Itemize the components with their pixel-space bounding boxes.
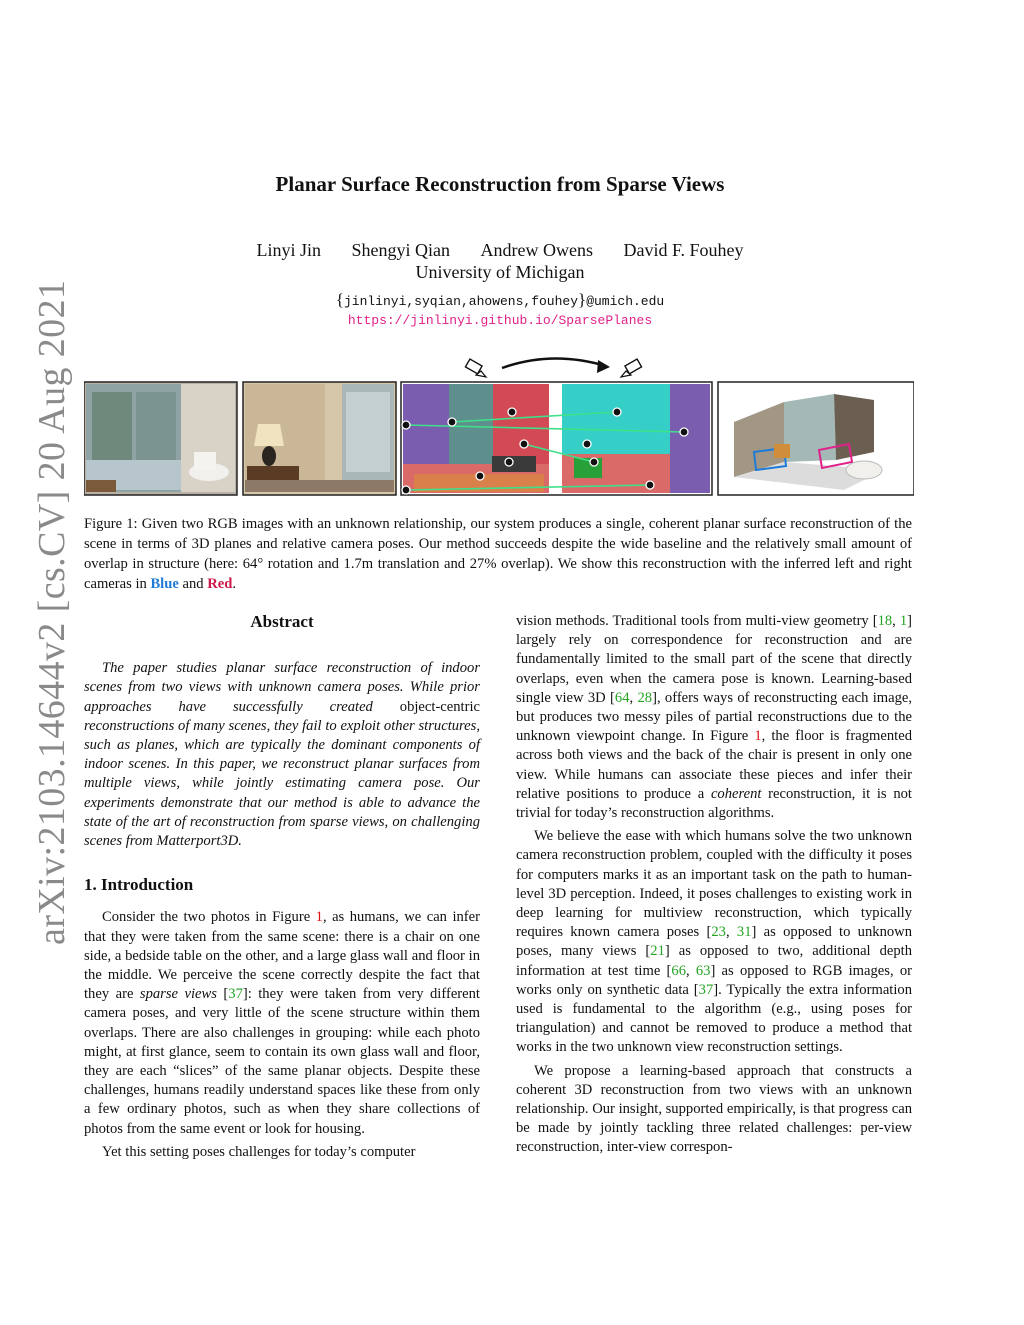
caption-red-label: Red	[207, 576, 233, 592]
text-run: , the floor is fragmented across both views and the back of the chair is present in only one view. While humans can associate these pieces and infer their relative positions to produce a	[516, 728, 912, 802]
citation-link[interactable]: 18	[877, 613, 893, 629]
author-list	[0, 240, 1000, 261]
teaser-figure	[84, 352, 914, 498]
abstract-text	[84, 659, 480, 851]
text-run: ] as opposed to unknown poses, many views [	[516, 924, 913, 960]
author-emails	[0, 290, 1000, 310]
caption-text: .	[232, 576, 237, 592]
3d-reconstruction-panel	[718, 382, 914, 495]
citation-link[interactable]: 66	[671, 962, 686, 979]
text-run: ] as opposed to two, additional depth information at test time [	[516, 943, 912, 979]
text-run: ]: they were taken from very different camera poses, and very little of the scene structure within them overlaps. There are also challenges in grouping: while each photo might, at first glance, seem to contain its own glass wall and floor, they are each “slices” of the same planar objects. Despite these challenges, humans readily understand spaces like these from only a few ordinary photos, such as when they share collections of photos from the same event or look for housing.	[84, 986, 480, 1137]
camera-icon	[465, 359, 486, 377]
affiliation: University of Michigan	[415, 262, 585, 282]
citation-link[interactable]: 23	[711, 924, 726, 941]
citation-link[interactable]: 64	[614, 689, 630, 706]
arxiv-identifier: arXiv:2103.14644v2 [cs.CV] 20 Aug 2021	[31, 279, 73, 945]
abstract-text-part: reconstructions of many scenes, they fail to exploit other structures, such as planes, which are typically the dominant components of indoor scenes. In this paper, we reconstruct planar surfaces from multiple views, while jointly estimating camera pose. Our experiments demonstrate that our method is able to advance the state of the art of reconstruction from sparse views, on challenging scenes from Matterport3D.	[84, 717, 480, 850]
section-heading: 1. Introduction	[84, 875, 194, 895]
left-column	[84, 612, 480, 1166]
body-paragraph	[516, 612, 912, 823]
citation-link[interactable]: 28	[637, 689, 653, 706]
citation-link[interactable]: 31	[736, 924, 752, 941]
abstract-heading: Abstract	[250, 612, 314, 631]
caption-text: and	[178, 576, 208, 592]
author-name: David F. Fouhey	[623, 240, 744, 260]
body-paragraph: We propose a learning-based approach that constructs a coherent 3D reconstruction from two views with an unknown relationship. Our insight, supported empirically, is that progress can be made by jointly tackling three related challenges: per-view reconstruction, inter-view correspon-	[516, 1062, 912, 1156]
figure-caption	[84, 514, 912, 594]
text-run: ]. Typically the extra information used is fundamental to the algorithm (e.g., using poses for triangulation) and cannot be removed to produce a method that works in the two unknown view reconstruction settings.	[516, 981, 912, 1056]
citation-link[interactable]: 63	[695, 962, 711, 979]
author-name: Andrew Owens	[480, 240, 593, 260]
abstract-text-part: object-centric	[399, 698, 480, 715]
email-domain: @umich.edu	[586, 294, 665, 309]
citation-link[interactable]: 21	[650, 943, 665, 960]
text-run: ,	[725, 924, 737, 941]
author-name: Linyi Jin	[256, 240, 321, 260]
text-run: coherent	[710, 785, 762, 802]
email-names: jinlinyi,syqian,ahowens,fouhey	[343, 294, 579, 309]
caption-blue-label: Blue	[150, 576, 179, 592]
author-name: Shengyi Qian	[351, 240, 450, 260]
citation-link[interactable]: 1	[899, 613, 908, 629]
citation-link[interactable]: 37	[228, 986, 243, 1003]
text-run: We believe the ease with which humans solve the two unknown camera reconstruction problem, coupled with the difficulty it poses for computers marks it as an important task on the path to human-level 3D perception. Indeed, it poses challenges to existing work in deep learning for multiview reconstruction, which typically requires known camera poses [	[516, 828, 912, 941]
intro-paragraph: Yet this setting poses challenges for today’s computer	[102, 1143, 416, 1160]
email-open-brace: {	[335, 290, 344, 309]
text-run: ] largely rely on correspondence for reconstruction and are fundamentally limited to the small part of the scene that directly overlaps, even when the camera pose is known. Learning-based single view 3D [	[516, 613, 912, 706]
input-photo-left	[84, 382, 237, 495]
project-url-link[interactable]: https://jinlinyi.github.io/SparsePlanes	[347, 313, 653, 328]
citation-link[interactable]: 37	[698, 981, 714, 998]
caption-text: Figure 1: Given two RGB images with an unknown relationship, our system produces a single, coherent planar surface reconstruction of the scene in terms of 3D planes and relative camera poses. Our method succeeds despite the wide baseline and the relatively small amount of overlap in structure (here: 64° rotation and 1.7m translation and 27% overlap). We show this reconstruction with the inferred left and right cameras in	[84, 516, 912, 592]
camera-icon	[621, 359, 642, 377]
text-run: , as humans, we can infer that they were taken from the same scene: there is a chair on one side, a bedside table on the other, and a large glass wall and floor in the middle. We perceive the scene correctly despite the fact that they are	[84, 909, 480, 1003]
text-run: ] as opposed to RGB images, or works only on synthetic data [	[516, 962, 912, 998]
text-run: [	[216, 986, 229, 1003]
text-run: sparse views	[139, 986, 217, 1003]
figure-link[interactable]: 1	[315, 909, 323, 926]
plane-correspondence-panel	[401, 358, 712, 495]
input-photo-right	[243, 382, 396, 495]
text-run: ,	[629, 689, 638, 706]
text-run: Consider the two photos in Figure	[102, 909, 316, 926]
abstract-text-part: The paper studies planar surface reconstruction of indoor scenes from two views with unknown camera poses. While prior approaches have successfully created	[84, 660, 480, 715]
text-run: vision methods. Traditional tools from multi-view geometry [	[516, 613, 878, 629]
body-paragraph	[516, 827, 912, 1057]
figure-link[interactable]: 1	[754, 728, 762, 745]
text-run: reconstruction, it is not trivial for today’s reconstruction algorithms.	[516, 785, 912, 822]
intro-paragraph	[84, 908, 480, 1138]
paper-title: Planar Surface Reconstruction from Sparse Views	[275, 172, 725, 196]
text-run: ,	[892, 613, 900, 629]
text-run: ], offers ways of reconstructing each image, but produces two messy piles of partial reconstructions due to the unknown viewpoint change. In Figure	[516, 689, 913, 745]
right-column	[516, 612, 912, 1162]
email-close-brace: }	[578, 290, 587, 309]
text-run: ,	[686, 962, 696, 979]
